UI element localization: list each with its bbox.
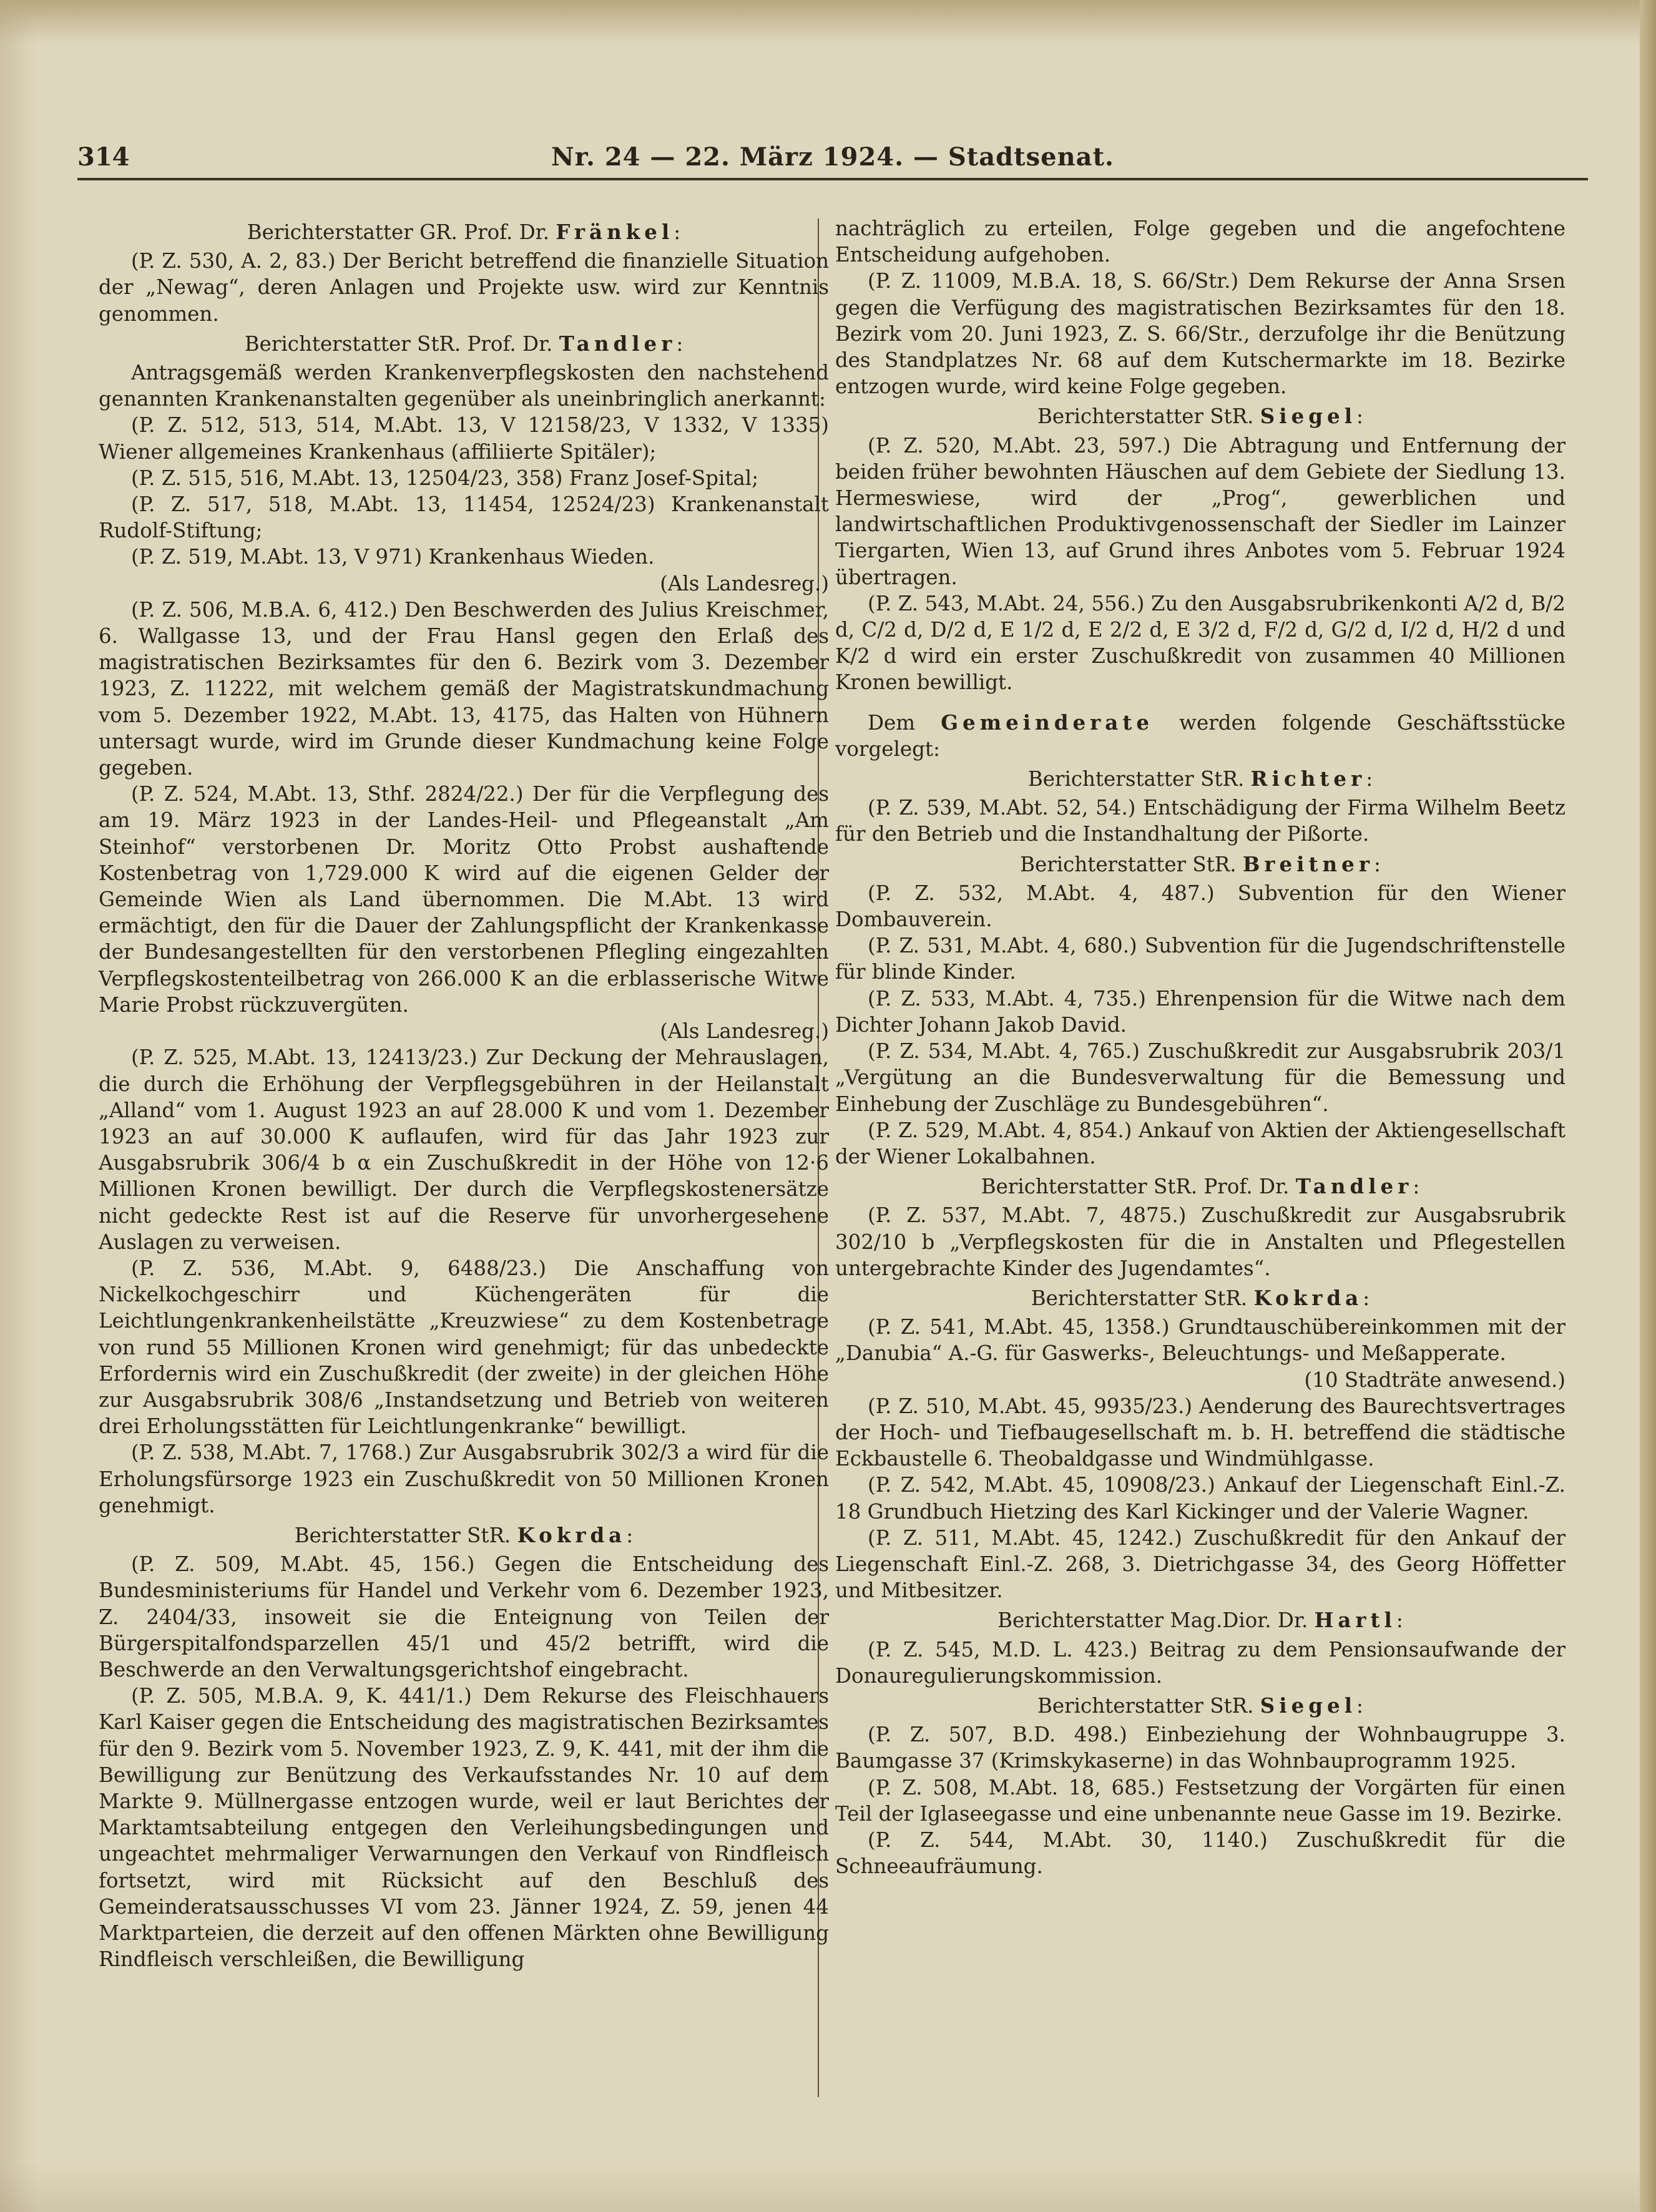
reporter-title: Berichterstatter Mag.Dior. Dr.	[997, 1608, 1315, 1633]
page-top-shadow	[0, 0, 1656, 44]
agenda-item: (P. Z. 537, M.Abt. 7, 4875.) Zuschußkredit zur Ausgabsrubrik 302/10 b „Verpflegskosten für die in Anstalten und Pflegestellen untergebrachte Kinder des Jugendamtes“.	[835, 1203, 1565, 1280]
agenda-item: Antragsgemäß werden Krankenverpflegskosten den nachstehend genannten Krankenanstalten gegenüber als uneinbringlich anerkannt:	[99, 361, 829, 411]
reporter-heading	[99, 219, 829, 245]
agenda-item: (P. Z. 529, M.Abt. 4, 854.) Ankauf von Aktien der Aktiengesellschaft der Wiener Lokalbahnen.	[835, 1118, 1565, 1168]
reporter-heading	[835, 403, 1565, 429]
reporter-colon: :	[1356, 1693, 1363, 1718]
reporter-name: Hartl	[1314, 1608, 1396, 1633]
reporter-title: Berichterstatter StR. Prof. Dr.	[244, 331, 559, 356]
intro-pre: Dem	[868, 710, 941, 735]
header-title: Nr. 24 — 22. März 1924. — Stadtsenat.	[551, 142, 1114, 172]
reporter-name: Fränkel	[556, 220, 674, 244]
agenda-item: (P. Z. 543, M.Abt. 24, 556.) Zu den Ausgabsrubrikenkonti A/2 d, B/2 d, C/2 d, D/2 d, E 1/2 d, E 2/2 d, E 3/2 d, F/2 d, G/2 d, I/2 d, H/2 d und K/2 d wird ein erster Zuschußkredit von zusammen 40 Millionen Kronen bewilligt.	[835, 591, 1565, 695]
agenda-item: (P. Z. 542, M.Abt. 45, 10908/23.) Ankauf der Liegenschaft Einl.-Z. 18 Grundbuch Hietzing des Karl Kickinger und der Valerie Wagner.	[835, 1473, 1565, 1524]
reporter-title: Berichterstatter GR. Prof. Dr.	[247, 220, 556, 244]
agenda-item: (P. Z. 539, M.Abt. 52, 54.) Entschädigung der Firma Wilhelm Beetz für den Betrieb und die Instandhaltung der Pißorte.	[835, 796, 1565, 846]
agenda-item: (P. Z. 544, M.Abt. 30, 1140.) Zuschußkredit für die Schneeaufräumung.	[835, 1828, 1565, 1879]
agenda-item: (P. Z. 533, M.Abt. 4, 735.) Ehrenpension für die Witwe nach dem Dichter Johann Jakob David.	[835, 986, 1565, 1037]
right-column	[835, 215, 1565, 1879]
reporter-heading	[99, 331, 829, 357]
reporter-title: Berichterstatter StR.	[294, 1523, 517, 1547]
annotation-note: (10 Stadträte anwesend.)	[1304, 1368, 1565, 1392]
reporter-heading	[835, 1607, 1565, 1633]
agenda-item: (P. Z. 545, M.D. L. 423.) Beitrag zu dem Pensionsaufwande der Donauregulierungskommission.	[835, 1637, 1565, 1688]
reporter-name: Siegel	[1260, 1693, 1357, 1718]
reporter-name: Kokrda	[517, 1522, 627, 1547]
agenda-item: (P. Z. 507, B.D. 498.) Einbeziehung der Wohnbaugruppe 3. Baumgasse 37 (Krimskykaserne) in das Wohnbauprogramm 1925.	[835, 1723, 1565, 1773]
reporter-name: Kokrda	[1253, 1285, 1363, 1310]
reporter-heading	[835, 851, 1565, 878]
reporter-heading	[99, 1522, 829, 1549]
reporter-heading	[835, 766, 1565, 792]
reporter-colon: :	[1373, 852, 1381, 876]
agenda-item: (P. Z. 520, M.Abt. 23, 597.) Die Abtragung und Entfernung der beiden früher bewohnten Häuschen auf dem Gebiete der Siedlung 13. Hermeswiese, wird der „Prog“, gewerblichen und landwirtschaftlichen Produktivgenossenschaft der Siedler im Lainzer Tiergarten, Wien 13, auf Grund ihres Anbotes vom 5. Februar 1924 übertragen.	[835, 433, 1565, 589]
agenda-item: (P. Z. 517, 518, M.Abt. 13, 11454, 12524/23) Krankenanstalt Rudolf-Stiftung;	[99, 492, 829, 543]
reporter-title: Berichterstatter StR.	[1037, 404, 1260, 429]
reporter-title: Berichterstatter StR.	[1020, 852, 1243, 876]
agenda-item: (P. Z. 510, M.Abt. 45, 9935/23.) Aenderung des Baurechtsvertrages der Hoch- und Tiefbaugesellschaft m. b. H. betreffend die städtische Eckbaustelle 6. Theobaldgasse und Windmühlgasse.	[835, 1394, 1565, 1471]
agenda-item: (P. Z. 519, M.Abt. 13, V 971) Krankenhaus Wieden.	[131, 545, 655, 569]
reporter-heading	[835, 1173, 1565, 1200]
reporter-heading	[835, 1693, 1565, 1719]
reporter-colon: :	[1413, 1175, 1420, 1199]
agenda-item: (P. Z. 536, M.Abt. 9, 6488/23.) Die Anschaffung von Nickelkochgeschirr und Küchengeräten für die Leichtlungenkrankenheilstätte „Kreuzwiese“ zu dem Kostenbetrage von rund 55 Millionen Kronen wird genehmigt; für das unbedeckte Erfordernis wird ein Zuschußkredit (der zweite) in der gleichen Höhe zur Ausgabsrubrik 308/6 „Instandsetzung und Betrieb von weiteren drei Erholungsstätten für Leichtlungenkranke“ bewilligt.	[99, 1256, 829, 1439]
annotation-note: (Als Landesreg.)	[660, 571, 829, 595]
agenda-item: (P. Z. 505, M.B.A. 9, K. 441/1.) Dem Rekurse des Fleischhauers Karl Kaiser gegen die Entscheidung des magistratischen Bezirksamtes für den 9. Bezirk vom 5. November 1923, Z. 9, K. 441, mit der ihm die Bewilligung zur Benützung des Verkaufsstandes Nr. 10 auf dem Markte 9. Müllnergasse entzogen wurde, weil er laut Berichtes der Marktamtsabteilung entgegen den Verleihungsbedingungen und ungeachtet mehrmaliger Verwarnungen den Verkauf von Rindfleisch fortsetzt, wird mit Rücksicht auf den Beschluß des Gemeinderatsausschusses VI vom 23. Jänner 1924, Z. 59, jenen 44 Marktparteien, die derzeit auf den offenen Märkten ohne Bewilligung Rindfleisch verschleißen, die Bewilligung	[99, 1684, 829, 1972]
reporter-colon: :	[1366, 767, 1373, 791]
council-intro	[835, 710, 1565, 762]
reporter-title: Berichterstatter StR.	[1027, 767, 1251, 791]
agenda-item: (P. Z. 11009, M.B.A. 18, S. 66/Str.) Dem Rekurse der Anna Srsen gegen die Verfügung des magistratischen Bezirksamtes für den 18. Bezirk vom 20. Juni 1923, Z. S. 66/Str., derzufolge ihr die Benützung des Standplatzes Nr. 68 auf dem Kutschermarkte im 18. Bezirke entzogen wurde, wird keine Folge gegeben.	[835, 269, 1565, 399]
left-column	[99, 215, 829, 1972]
agenda-item: (P. Z. 515, 516, M.Abt. 13, 12504/23, 358) Franz Josef-Spital;	[131, 466, 759, 490]
agenda-item: (P. Z. 532, M.Abt. 4, 487.) Subvention für den Wiener Dombauverein.	[835, 881, 1565, 932]
intro-body-name: Gemeinderate	[941, 710, 1154, 735]
page-right-edge	[1640, 0, 1656, 2212]
annotation-note: (Als Landesreg.)	[660, 1019, 829, 1044]
continued-paragraph: nachträglich zu erteilen, Folge gegeben und die angefochtene Entscheidung aufgehoben.	[835, 217, 1565, 267]
reporter-name: Richter	[1250, 766, 1366, 791]
reporter-heading	[835, 1285, 1565, 1311]
agenda-item: (P. Z. 511, M.Abt. 45, 1242.) Zuschußkredit für den Ankauf der Liegenschaft Einl.-Z. 268, 3. Dietrichgasse 34, des Georg Höffetter und Mitbesitzer.	[835, 1525, 1565, 1603]
page-number: 314	[77, 142, 130, 172]
header-rule	[77, 178, 1588, 180]
agenda-item: (P. Z. 512, 513, 514, M.Abt. 13, V 12158/23, V 1332, V 1335) Wiener allgemeines Krankenhaus (affiliierte Spitäler);	[99, 413, 829, 464]
page-header	[77, 142, 1588, 177]
reporter-title: Berichterstatter StR.	[1037, 1693, 1260, 1718]
reporter-name: Tandler	[1295, 1174, 1413, 1199]
reporter-colon: :	[674, 220, 681, 244]
agenda-item: (P. Z. 508, M.Abt. 18, 685.) Festsetzung der Vorgärten für einen Teil der Iglaseegasse und eine unbenannte neue Gasse im 19. Bezirke.	[835, 1775, 1565, 1826]
agenda-item: (P. Z. 531, M.Abt. 4, 680.) Subvention für die Jugendschriftenstelle für blinde Kinder.	[835, 934, 1565, 984]
reporter-name: Breitner	[1242, 851, 1374, 876]
reporter-colon: :	[1356, 404, 1363, 429]
reporter-colon: :	[1363, 1286, 1370, 1310]
agenda-item: (P. Z. 534, M.Abt. 4, 765.) Zuschußkredit zur Ausgabsrubrik 203/1 „Vergütung an die Bundesverwaltung für die Bemessung und Einhebung der Zuschläge zu Bundesgebühren“.	[835, 1039, 1565, 1116]
reporter-colon: :	[676, 331, 683, 356]
agenda-item: (P. Z. 524, M.Abt. 13, Sthf. 2824/22.) Der für die Verpflegung des am 19. März 1923 in der Landes-Heil- und Pflegeanstalt „Am Steinhof“ verstorbenen Dr. Moritz Otto Probst aushaftende Kostenbetrag von 1,729.000 K wird auf die eigenen Gelder der Gemeinde Wien als Land übernommen. Die M.Abt. 13 wird ermächtigt, den für die Dauer der Zahlungspflicht der Krankenkasse der Bundesangestellten für den verstorbenen Pflegling eingezahlten Verpflegskostenteilbetrag von 266.000 K an die erblasserische Witwe Marie Probst rückzuvergüten.	[99, 782, 829, 1017]
spacer	[835, 696, 1565, 710]
agenda-item: (P. Z. 525, M.Abt. 13, 12413/23.) Zur Deckung der Mehrauslagen, die durch die Erhöhung der Verpflegsgebühren in der Heilanstalt „Alland“ vom 1. August 1923 an auf 28.000 K und vom 1. Dezember 1923 an auf 30.000 K auflaufen, wird für das Jahr 1923 zur Ausgabsrubrik 306/4 b α ein Zuschußkredit in der Höhe von 12·6 Millionen Kronen bewilligt. Der durch die Verpflegskostenersätze nicht gedeckte Rest ist auf die Reserve für unvorhergesehene Auslagen zu verweisen.	[99, 1045, 829, 1254]
agenda-item: (P. Z. 530, A. 2, 83.) Der Bericht betreffend die finanzielle Situation der „Newag“, deren Anlagen und Projekte usw. wird zur Kenntnis genommen.	[99, 249, 829, 326]
agenda-item: (P. Z. 538, M.Abt. 7, 1768.) Zur Ausgabsrubrik 302/3 a wird für die Erholungsfürsorge 1923 ein Zuschußkredit von 50 Millionen Kronen genehmigt.	[99, 1441, 829, 1517]
reporter-name: Siegel	[1260, 404, 1357, 429]
reporter-colon: :	[1396, 1608, 1403, 1633]
intro-post: werden folgende Geschäftsstücke vorgelegt:	[835, 710, 1565, 761]
reporter-title: Berichterstatter StR. Prof. Dr.	[981, 1175, 1296, 1199]
reporter-colon: :	[626, 1523, 634, 1547]
agenda-item: (P. Z. 506, M.B.A. 6, 412.) Den Beschwerden des Julius Kreischmer, 6. Wallgasse 13, und der Frau Hansl gegen den Erlaß des magistratischen Bezirksamtes für den 6. Bezirk vom 3. Dezember 1923, Z. 11222, mit welchem gemäß der Magistratskundmachung vom 5. Dezember 1922, M.Abt. 13, 4175, das Halten von Hühnern untersagt wurde, wird im Grunde dieser Kundmachung keine Folge gegeben.	[99, 597, 829, 780]
reporter-name: Tandler	[559, 331, 677, 356]
reporter-title: Berichterstatter StR.	[1031, 1286, 1254, 1310]
agenda-item: (P. Z. 509, M.Abt. 45, 156.) Gegen die Entscheidung des Bundesministeriums für Handel und Verkehr vom 6. Dezember 1923, Z. 2404/33, insoweit sie die Enteignung von Teilen der Bürgerspitalfondsparzellen 45/1 und 45/2 betrifft, wird die Beschwerde an den Verwaltungsgerichtshof eingebracht.	[99, 1552, 829, 1681]
agenda-item: (P. Z. 541, M.Abt. 45, 1358.) Grundtauschübereinkommen mit der „Danubia“ A.-G. für Gaswerks-, Beleuchtungs- und Meßapperate.	[835, 1315, 1565, 1366]
